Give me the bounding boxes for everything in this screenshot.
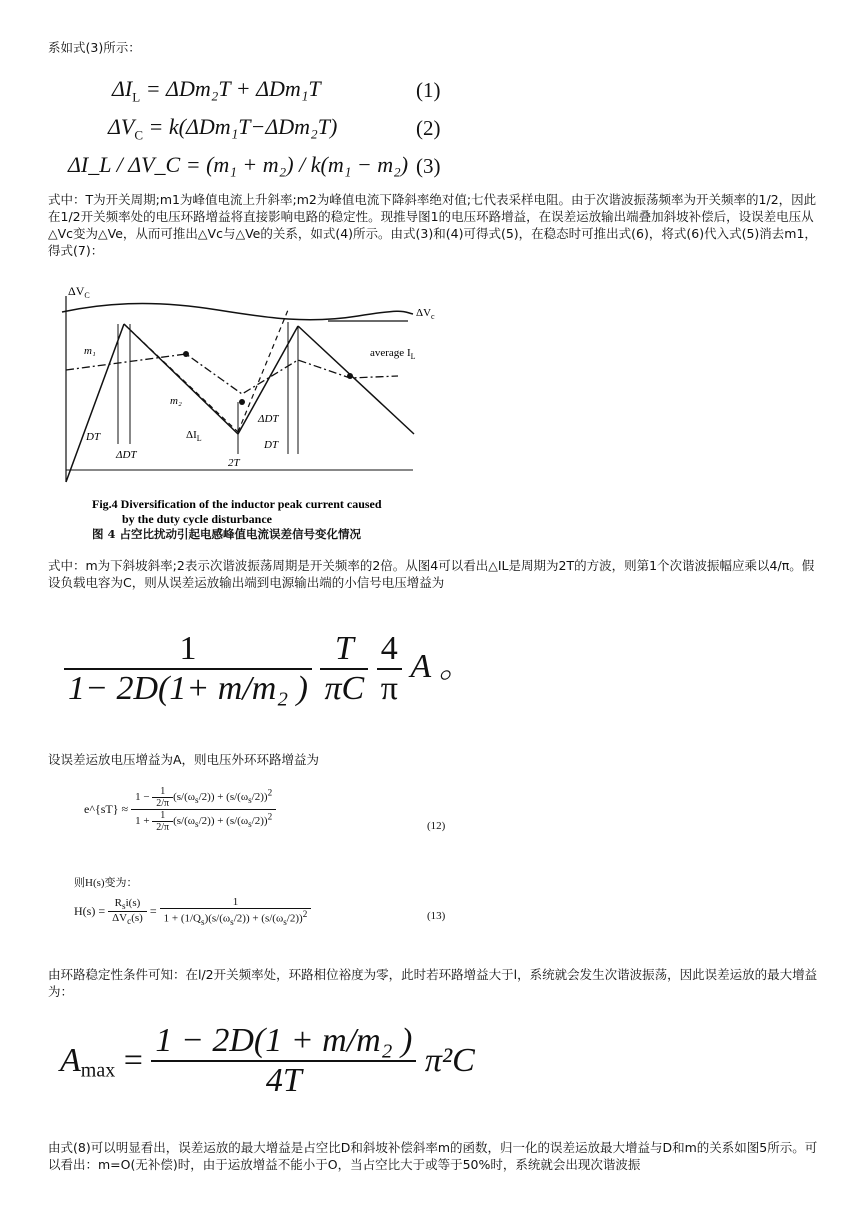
paragraph-intro: 系如式(3)所示： — [48, 40, 141, 55]
avg-dot-2 — [239, 399, 245, 405]
caption-cn: 图 4 占空比扰动引起电感峰值电流误差信号变化情况 — [92, 527, 362, 541]
equation-3-number: (3) — [416, 154, 441, 178]
equation-13-number: (13) — [427, 910, 446, 922]
paragraph-small-signal: 式中：m为下斜坡斜率;2表示次谐波振荡周期是开关频率的2倍。从图4可以看出△IL是周期为2T的方波，则第1个次谐波振幅应乘以4/π。假设负载电容为C，则从误差运放输出端到电源输出端的小信号电压增益为 — [48, 558, 815, 590]
equation-1-number: (1) — [416, 78, 441, 102]
paragraph-definitions: 式中：T为开关周期;m1为峰值电流上升斜率;m2为峰值电流下降斜率绝对值;七代表采样电阻。由于次谐波振荡频率为开关频率的1/2，因此在1/2开关频率处的电压环路增益将直接影响电路的稳定性。现推导图1的电压环路增益，在误差运放输出端叠加斜坡补偿后，设误差电压从△Vc变为△Ve，从而可推出△Vc与△Ve的关系，如式(4)所示。由式(3)和(4)可得式(5)，在稳态时可推出式(6)，将式(6)代入式(5)消去m1，得式(7)： — [48, 192, 817, 258]
equation-12-number: (12) — [427, 820, 446, 832]
avg-dot-1 — [183, 351, 189, 357]
equation-13: H(s) = $\frac{R_si(s)}{\Delta V_c(s)}$ = $\frac{1}{1 + (1/Q_s)(s/(\omega_s/2)) + (s/(\omega_s/2))^2}$ — [74, 896, 311, 927]
vc-curve — [62, 304, 413, 320]
label-period: 2T — [228, 457, 240, 469]
paragraph-stability: 由环路稳定性条件可知：在l/2开关频率处，环路相位裕度为零，此时若环路增益大于l，系统就会发生次谐波振荡，因此误差运放的最大增益为： — [48, 967, 818, 999]
amax-equation: $A_{max}$ = $\frac{\text{1 − 2D(1 + m/m₂ )}}{4T}$ π²C — [60, 1022, 475, 1099]
equation-13-intro: 则H(s)变为： — [74, 877, 138, 889]
figure-4-diagram — [58, 282, 435, 544]
label-dil: $\Delta I_L$ — [186, 429, 202, 443]
label-ddt-mid: ΔDT — [258, 413, 279, 425]
equation-12: e^{sT} ≈ 1 − $\frac{1}{2/\pi}$ $(s/(\omega_s/2)) + (s/(\omega_s/2))^2$ 1 + $\frac{1}{2/\pi}$ $(s/(\omega_s/2)) + (s/(\omega_s/2))^2$ — [84, 786, 276, 833]
label-dt-left: DT — [86, 431, 101, 443]
label-dt-mid: DT — [264, 439, 279, 451]
equation-1: $\Delta I_L = \Delta Dm_2T + \Delta Dm_1T$ — [112, 76, 321, 105]
label-ddt-left: ΔDT — [116, 449, 137, 461]
label-dvc-right: $\Delta V_c$ — [416, 307, 435, 321]
fall-2 — [298, 326, 414, 434]
label-average: average $I_L$ — [370, 347, 416, 361]
caption-en-2: by the duty cycle disturbance — [122, 512, 272, 526]
label-dvc-top: $\Delta V_C$ — [68, 284, 90, 300]
equation-3: ΔI_L / ΔV_C = (m₁ + m₂) / k(m₁ − m₂) — [68, 152, 409, 177]
equation-2-number: (2) — [416, 116, 441, 140]
paragraph-conclusion: 由式(8)可以明显看出，误差运放的最大增益是占空比D和斜坡补偿斜率m的函数，归一化的误差运放最大增益与D和m的关系如图5所示。可以看出：m=O(无补偿)时，由于运放增益不能小于O，当占空比大于或等于50%时，系统就会出现次谐波振 — [48, 1140, 818, 1172]
label-m1: m₁ — [84, 345, 96, 357]
caption-en-1: Fig.4 Diversification of the inductor peak current caused — [92, 497, 382, 511]
equation-2: $\Delta V_C = k(\Delta Dm_1T-\Delta Dm_2T)$ — [108, 114, 338, 143]
paragraph-loop-gain: 设误差运放电压增益为A，则电压外环环路增益为 — [48, 752, 320, 767]
label-m2: m₂ — [170, 395, 182, 407]
avg-dot-3 — [347, 373, 353, 379]
gain-equation: $\frac{1}{\text{1− 2D(1+ m/m₂ )}}$ $\frac{T}{\pi C}$ $\frac{4}{\pi}$ A 。 — [64, 630, 473, 708]
